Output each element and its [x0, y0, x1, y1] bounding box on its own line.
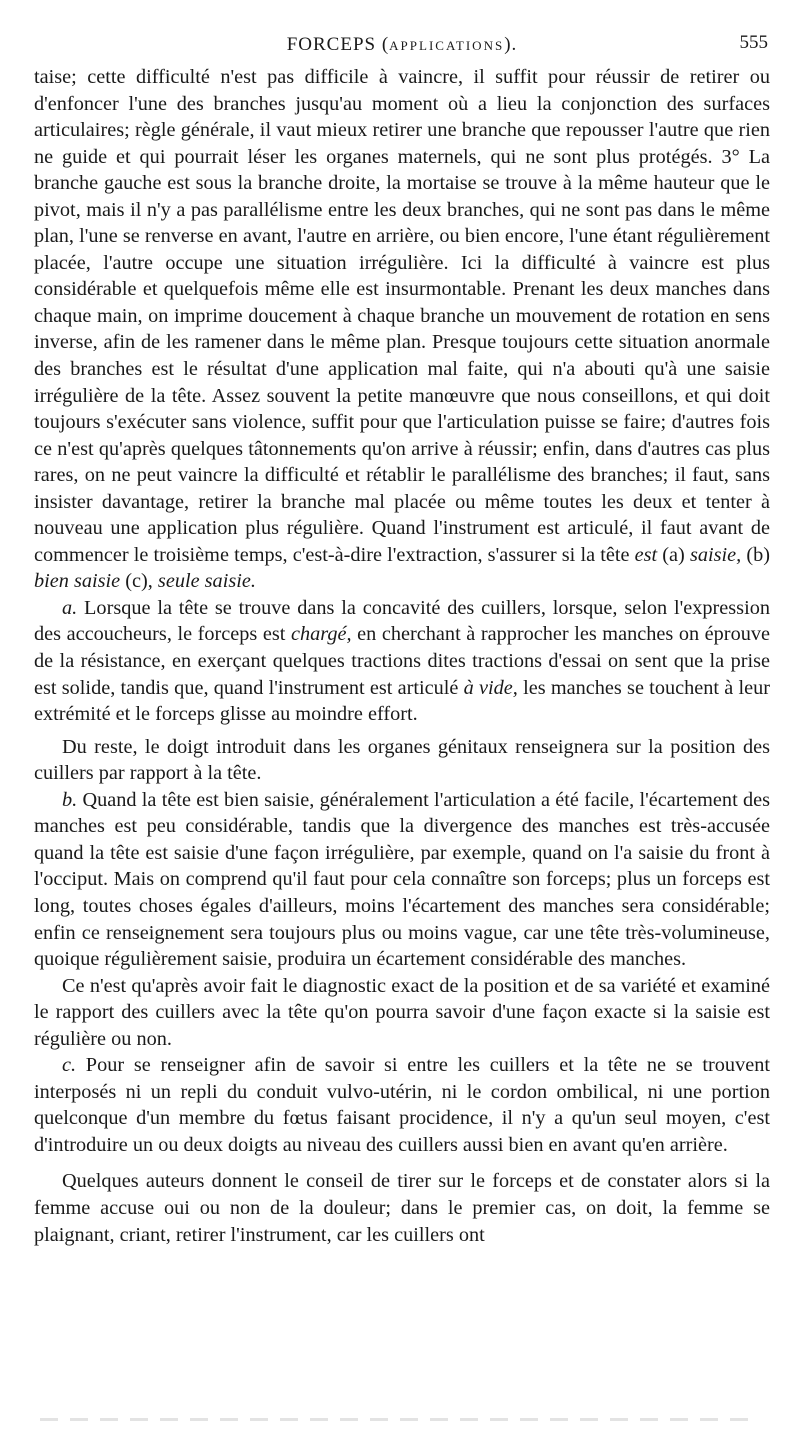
paragraph-3: Du reste, le doigt introduit dans les organes génitaux renseignera sur la position des cuillers par rapport à la tête.: [34, 735, 770, 785]
page-number: 555: [739, 32, 768, 53]
paragraph-1-text-2: (a): [657, 543, 690, 566]
running-head: [34, 30, 770, 64]
paragraph-4-marker: b.: [62, 788, 78, 811]
running-title-end: ).: [504, 34, 518, 55]
paragraph-1-emphasis-4: seule saisie.: [157, 570, 256, 593]
paragraph-6-text-1: Pour se renseigner afin de savoir si entre les cuillers et la tête ne se trouvent interposés ni un repli du conduit vulvo-utérin, ni le cordon ombilical, ni une portion quelconque d'un membre du fœtus faisant procidence, il n'y a qu'un seul moyen, c'est d'introduire un ou deux doigts au niveau des cuillers aussi bien en avant qu'en arrière.: [34, 1054, 770, 1156]
paragraph-2-emphasis-1: chargé,: [290, 623, 352, 646]
paragraph-5: Ce n'est qu'après avoir fait le diagnostic exact de la position et de sa variété et examiné le rapport des cuillers avec la tête qu'on pourra savoir d'une façon exacte si la saisie est régulière ou non.: [34, 974, 770, 1050]
paragraph-1-emphasis-2: saisie,: [689, 543, 742, 566]
paragraph-2-text-2: en cherchant à rapprocher les manches on éprouve de la résistance, en exerçant quelques tractions dites tractions d'essai on sent que la prise est solide, tandis que, quand l'instrument est articulé: [34, 623, 770, 699]
paragraph-1-emphasis-1: est: [634, 543, 658, 566]
paragraph-2-text-1: Lorsque la tête se trouve dans la concavité des cuillers, lorsque, selon l'expression des accoucheurs, le forceps est: [34, 596, 770, 646]
paragraph-2-emphasis-2: à vide,: [463, 676, 518, 699]
paragraph-1-text-1: taise; cette difficulté n'est pas difficile à vaincre, il suffit pour réussir de retirer ou d'enfoncer l'une des branches jusqu'au moment où a lieu la conjonction des surfaces articulaires; règle générale, il vaut mieux retirer une branche que repousser l'autre que rien ne guide et qui pourrait léser les organes maternels, qui ne sont plus protégés. 3° La branche gauche est sous la branche droite, la mortaise se trouve à la même hauteur que le pivot, mais il n'y a pas parallélisme entre les deux branches, qui ne sont pas dans le même plan, l'une se renverse en avant, l'autre en arrière, ou bien encore, l'une étant régulièrement placée, l'autre occupe une situation irrégulière. Ici la difficulté à vaincre est plus considérable et quelquefois même elle est insurmontable. Prenant les deux manches dans chaque main, on imprime doucement à chaque branche un mouvement de rotation en sens inverse, afin de les ramener dans le même plan. Presque toujours cette situation anormale des branches est le résultat d'une application mal faite, qui n'a abouti qu'à une saisie irrégulière de la tête. Assez souvent la petite manœuvre que nous conseillons, et qui doit toujours s'exécuter sans violence, suffit pour que l'articulation puisse se faire; d'autres fois ce n'est qu'après quelques tâtonnements qu'on arrive à réussir; enfin, dans d'autres cas plus rares, on ne peut vaincre la difficulté et rétablir le parallélisme des branches; il faut, sans insister davantage, retirer la branche mal placée ou même toutes les deux et tenter à nouveau une application plus régulière. Quand l'instrument est articulé, il faut avant de commencer le troisième temps, c'est-à-dire l'extraction, s'assurer si la tête: [34, 66, 770, 566]
running-title-smallcaps: APPLICATIONS: [389, 38, 505, 53]
paragraph-4-text-1: Quand la tête est bien saisie, généralement l'articulation a été facile, l'écartement des manches est peu considérable, tandis que la divergence des manches est très-accusée quand la tête est saisie d'une façon irrégulière, par exemple, quand on l'a saisie du front à l'occiput. Mais on comprend qu'il faut pour cela connaître son forceps; plus un forceps est long, toutes choses égales d'ailleurs, moins l'écartement des manches sera considérable; enfin ce renseignement sera toujours plus ou moins vague, car une tête très-volumineuse, quoique régulièrement saisie, produira un écartement considérable des manches.: [34, 788, 770, 971]
paragraph-1-text-4: (c),: [120, 570, 158, 593]
paragraph-1-emphasis-3: bien saisie: [34, 570, 121, 593]
paragraph-6: [34, 1052, 770, 1158]
body-text: [34, 64, 770, 1248]
paragraph-2: [34, 595, 770, 728]
paragraph-2-marker: a.: [62, 596, 78, 619]
running-title: [34, 34, 770, 56]
paragraph-1: [34, 64, 770, 595]
paragraph-6-marker: c.: [62, 1054, 77, 1077]
paragraph-7: Quelques auteurs donnent le conseil de tirer sur le forceps et de constater alors si la femme accuse oui ou non de la douleur; dans le premier cas, on doit, la femme se plaignant, criant, retirer l'instrument, car les cuillers ont: [34, 1170, 770, 1246]
scan-artifact: [40, 1418, 760, 1421]
paragraph-1-text-3: (b): [741, 543, 770, 566]
paragraph-2-text-3: les manches se touchent à leur extrémité et le forceps glisse au moindre effort.: [34, 676, 771, 726]
paragraph-4: [34, 787, 770, 973]
running-title-main: FORCEPS (: [286, 34, 390, 55]
